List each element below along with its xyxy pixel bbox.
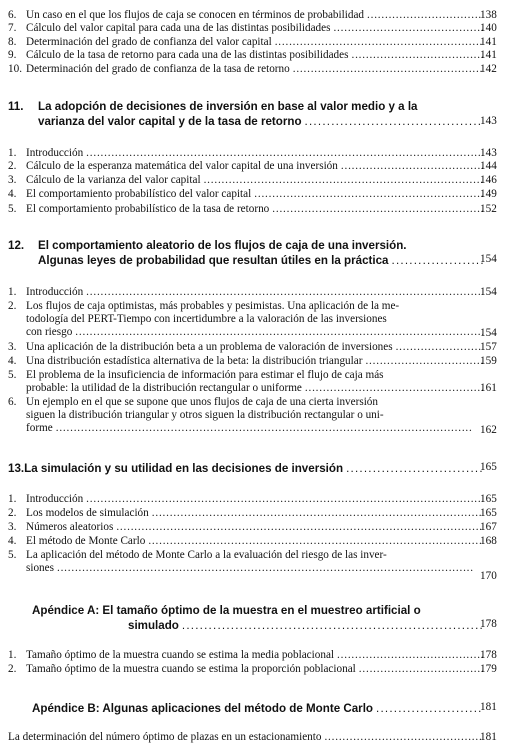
entry-number: 2. [8, 507, 17, 519]
toc-entry [8, 341, 486, 354]
entry-title-line1: La aplicación del método de Monte Carlo a la evaluación del riesgo de las inver- [26, 549, 387, 561]
entry-title: Determinación del grado de confianza del valor capital [26, 36, 272, 48]
entry-title: Tamaño óptimo de la muestra cuando se estima la proporción poblacional [26, 663, 356, 675]
toc-entry [8, 507, 486, 520]
entry-page: 159 [480, 355, 497, 367]
chapter-page: 143 [480, 115, 497, 127]
toc-entry [8, 188, 486, 201]
entry-title: El método de Monte Carlo [26, 535, 146, 547]
toc-entry [8, 355, 486, 368]
entry-number: 9. [8, 49, 17, 61]
entry-title-line3: forme [26, 422, 53, 434]
chapter-number: 12. [8, 239, 25, 252]
entry-page: 162 [480, 424, 497, 436]
entry-number: 2. [8, 663, 17, 675]
entry-page: 165 [480, 493, 497, 505]
toc-entry [8, 174, 486, 187]
entry-title: Una aplicación de la distribución beta a un problema de valoración de inversiones [26, 341, 393, 353]
entry-title-line2: siguen la distribución triangular y otros siguen la distribución rectangular o uni- [26, 409, 384, 421]
chapter-title-line2: varianza del valor capital y de la tasa de retorno [38, 115, 302, 128]
appendix-title: Apéndice B: Algunas aplicaciones del método de Monte Carlo [32, 702, 373, 715]
entry-title-line1: Los flujos de caja optimistas, más probables y pesimistas. Una aplicación de la me- [26, 300, 400, 312]
entry-page: 144 [480, 160, 497, 172]
toc-entry [8, 663, 486, 676]
entry-number: 3. [8, 521, 17, 533]
appendix-heading [32, 701, 486, 716]
toc-entry [8, 22, 486, 35]
chapter-title-line1: El comportamiento aleatorio de los flujos de caja de una inversión. [38, 239, 407, 252]
toc-entry [8, 300, 486, 339]
entry-number: 1. [8, 493, 17, 505]
toc-entry [8, 369, 486, 395]
entry-title: Cálculo de la esperanza matemática del valor capital de una inversión [26, 160, 338, 172]
toc-entry [8, 49, 486, 62]
entry-title: Números aleatorios [26, 521, 114, 533]
entry-title: El comportamiento probabilístico del valor capital [26, 188, 252, 200]
toc-entry [8, 493, 486, 506]
appendix-title-line2: simulado [128, 619, 179, 632]
entry-number: 1. [8, 649, 17, 661]
entry-title: Un caso en el que los flujos de caja se conocen en términos de probabilidad [26, 9, 365, 21]
entry-title-line1: El problema de la insuficiencia de información para estimar el flujo de caja más [26, 369, 384, 381]
toc-entry [8, 203, 486, 216]
chapter-heading [8, 99, 486, 129]
entry-page: 152 [480, 203, 497, 215]
entry-number: 1. [8, 147, 17, 159]
chapter-title: La simulación y su utilidad en las decisiones de inversión [24, 462, 344, 475]
entry-number: 7. [8, 22, 17, 34]
entry-page: 138 [480, 9, 497, 21]
entry-page: 161 [480, 382, 497, 394]
entry-number: 4. [8, 188, 17, 200]
entry-number: 4. [8, 355, 17, 367]
entry-title-line2: probable: la utilidad de la distribución rectangular o uniforme [26, 382, 302, 394]
entry-page: 154 [480, 286, 497, 298]
entry-page: 168 [480, 535, 497, 547]
entry-page: 141 [480, 49, 497, 61]
toc-entry [8, 535, 486, 548]
toc-entry [8, 160, 486, 173]
entry-title: Cálculo de la tasa de retorno para cada una de las distintas posibilidades [26, 49, 349, 61]
entry-title-line2: todología del PERT-Tiempo con incertidumbre a la valoración de las inversiones [26, 313, 387, 325]
entry-title: Los modelos de simulación [26, 507, 149, 519]
toc-entry [8, 147, 486, 160]
chapter-title-line2: Algunas leyes de probabilidad que resultan útiles en la práctica [38, 254, 389, 267]
entry-title-line3: con riesgo [26, 326, 73, 338]
entry-page: 157 [480, 341, 497, 353]
toc-entry [8, 649, 486, 662]
toc-entry [8, 549, 486, 575]
toc-entry [8, 521, 486, 534]
entry-title: El comportamiento probabilístico de la tasa de retorno [26, 203, 270, 215]
entry-title: Cálculo de la varianza del valor capital [26, 174, 201, 186]
entry-number: 2. [8, 160, 17, 172]
toc-entry [8, 9, 486, 22]
entry-number: 8. [8, 36, 17, 48]
entry-title: Introducción [26, 286, 84, 298]
entry-number: 3. [8, 174, 17, 186]
entry-page: 178 [480, 649, 497, 661]
entry-page: 140 [480, 22, 497, 34]
entry-number: 2. [8, 300, 17, 312]
entry-title: Introducción [26, 493, 84, 505]
entry-page: 167 [480, 521, 497, 533]
entry-title: Una distribución estadística alternativa de la beta: la distribución triangular [26, 355, 363, 367]
toc-entry [8, 396, 486, 435]
entry-number: 1. [8, 286, 17, 298]
entry-page: 143 [480, 147, 497, 159]
entry-title: La determinación del número óptimo de plazas en un estacionamiento [8, 731, 322, 743]
appendix-heading [32, 603, 486, 633]
entry-number: 5. [8, 203, 17, 215]
chapter-page: 154 [480, 253, 497, 265]
appendix-title-line1: Apéndice A: El tamaño óptimo de la muestra en el muestreo artificial o [32, 604, 421, 617]
entry-number: 6. [8, 396, 17, 408]
entry-page: 142 [480, 63, 497, 75]
chapter-page: 165 [480, 461, 497, 473]
chapter-heading [8, 461, 486, 476]
entry-number: 5. [8, 549, 17, 561]
entry-number: 5. [8, 369, 17, 381]
toc-entry [8, 731, 486, 744]
entry-page: 179 [480, 663, 497, 675]
appendix-page: 178 [480, 618, 497, 630]
entry-page: 154 [480, 327, 497, 339]
entry-page: 181 [480, 731, 497, 743]
entry-page: 170 [480, 570, 497, 582]
entry-number: 6. [8, 9, 17, 21]
chapter-heading [8, 238, 486, 268]
chapter-title-line1: La adopción de decisiones de inversión en base al valor medio y a la [38, 100, 418, 113]
entry-page: 141 [480, 36, 497, 48]
entry-title-line1: Un ejemplo en el que se supone que unos flujos de caja de una cierta inversión [26, 396, 378, 408]
toc-entry [8, 36, 486, 49]
entry-number: 10. [8, 63, 22, 75]
chapter-number: 11. [8, 100, 24, 113]
entry-title: Cálculo del valor capital para cada una de las distintas posibilidades [26, 22, 331, 34]
entry-number: 4. [8, 535, 17, 547]
toc-entry [8, 286, 486, 299]
entry-page: 165 [480, 507, 497, 519]
entry-page: 149 [480, 188, 497, 200]
entry-title: Introducción [26, 147, 84, 159]
appendix-page: 181 [480, 701, 497, 713]
entry-page: 146 [480, 174, 497, 186]
entry-title-line2: siones [26, 562, 54, 574]
entry-title: Determinación del grado de confianza de la tasa de retorno [26, 63, 290, 75]
entry-title: Tamaño óptimo de la muestra cuando se estima la media poblacional [26, 649, 335, 661]
chapter-number: 13. [8, 462, 25, 475]
entry-number: 3. [8, 341, 17, 353]
toc-entry [8, 63, 486, 76]
